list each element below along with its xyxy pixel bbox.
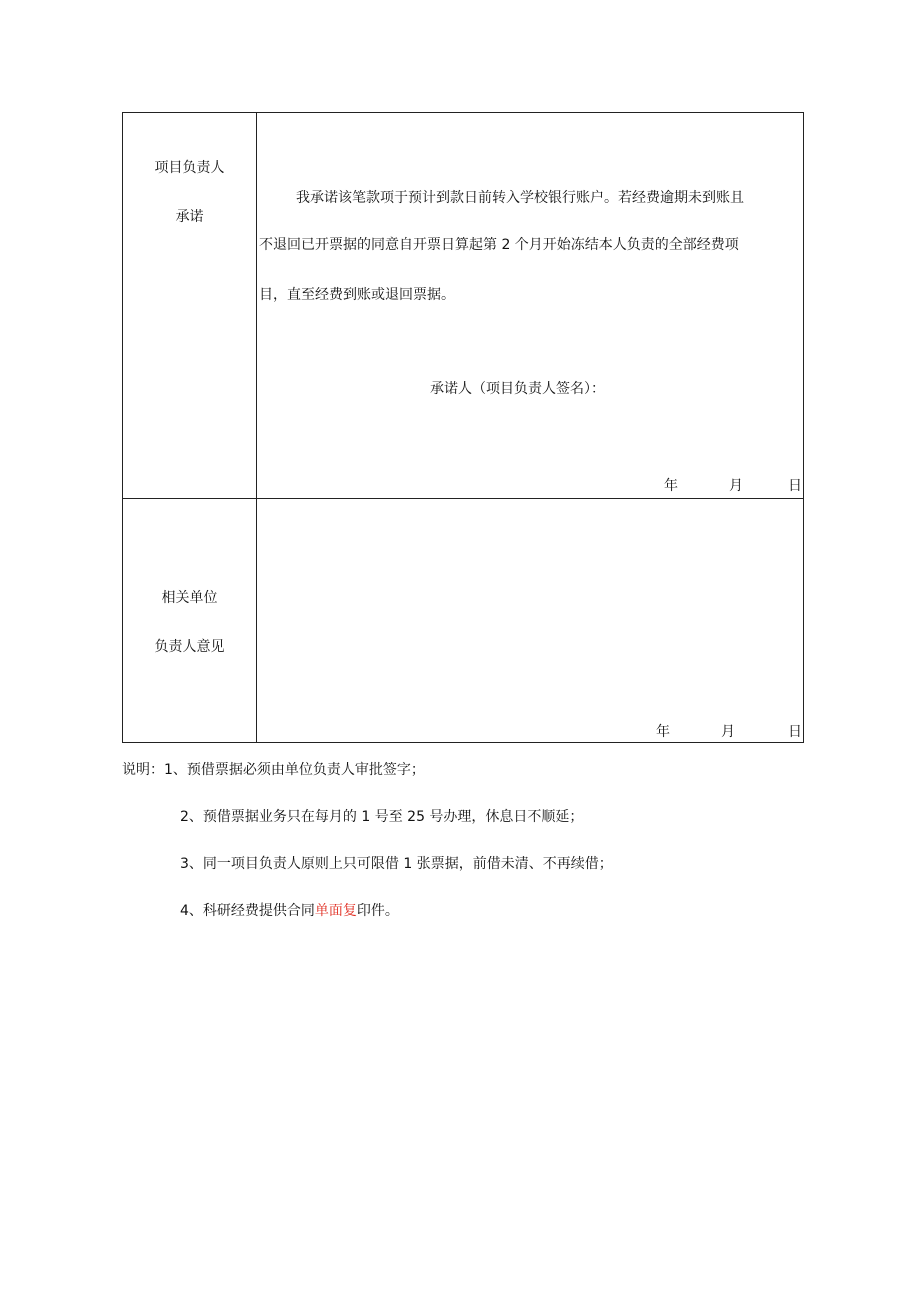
opinion-label-line1: 相关单位 xyxy=(161,590,218,606)
note-item-4-suffix: 印件。 xyxy=(356,903,399,919)
opinion-label-line2: 负责人意见 xyxy=(154,639,225,655)
commitment-row xyxy=(123,113,804,499)
promise-text-line3: 目，直至经费到账或退回票据。 xyxy=(259,287,455,303)
note-item-4-prefix: 4、科研经费提供合同 xyxy=(180,903,315,919)
note-item-4-highlight: 单面复 xyxy=(314,903,357,919)
signer-label: 承诺人（项目负责人签名）： xyxy=(430,381,605,397)
note-item-4 xyxy=(180,900,399,920)
commitment-date-year: 年 xyxy=(664,478,678,494)
note-item-2: 2、预借票据业务只在每月的 1 号至 25 号办理，休息日不顺延； xyxy=(180,809,584,825)
opinion-label-cell xyxy=(123,499,257,743)
note-item-3: 3、同一项目负责人原则上只可限借 1 张票据，前借未清、不再续借； xyxy=(180,856,613,872)
promise-text-line1: 我承诺该笔款项于预计到款日前转入学校银行账户。若经费逾期未到账且 xyxy=(296,190,744,206)
opinion-row xyxy=(123,499,804,743)
promise-text-line2: 不退回已开票据的同意自开票日算起第 2 个月开始冻结本人负责的全部经费项 xyxy=(259,237,739,253)
commitment-label-line1: 项目负责人 xyxy=(154,160,225,176)
opinion-content-cell xyxy=(257,499,804,743)
borrow-invoice-form-table xyxy=(122,112,804,743)
opinion-date-month: 月 xyxy=(721,724,735,740)
opinion-date-day: 日 xyxy=(788,724,802,740)
commitment-date-day: 日 xyxy=(788,478,802,494)
commitment-label-cell xyxy=(123,113,257,499)
commitment-content-cell xyxy=(257,113,804,499)
opinion-date-year: 年 xyxy=(656,724,670,740)
note-intro: 说明：1、预借票据必须由单位负责人审批签字； xyxy=(122,762,425,778)
commitment-date-month: 月 xyxy=(729,478,743,494)
commitment-label-line2: 承诺 xyxy=(175,209,204,225)
